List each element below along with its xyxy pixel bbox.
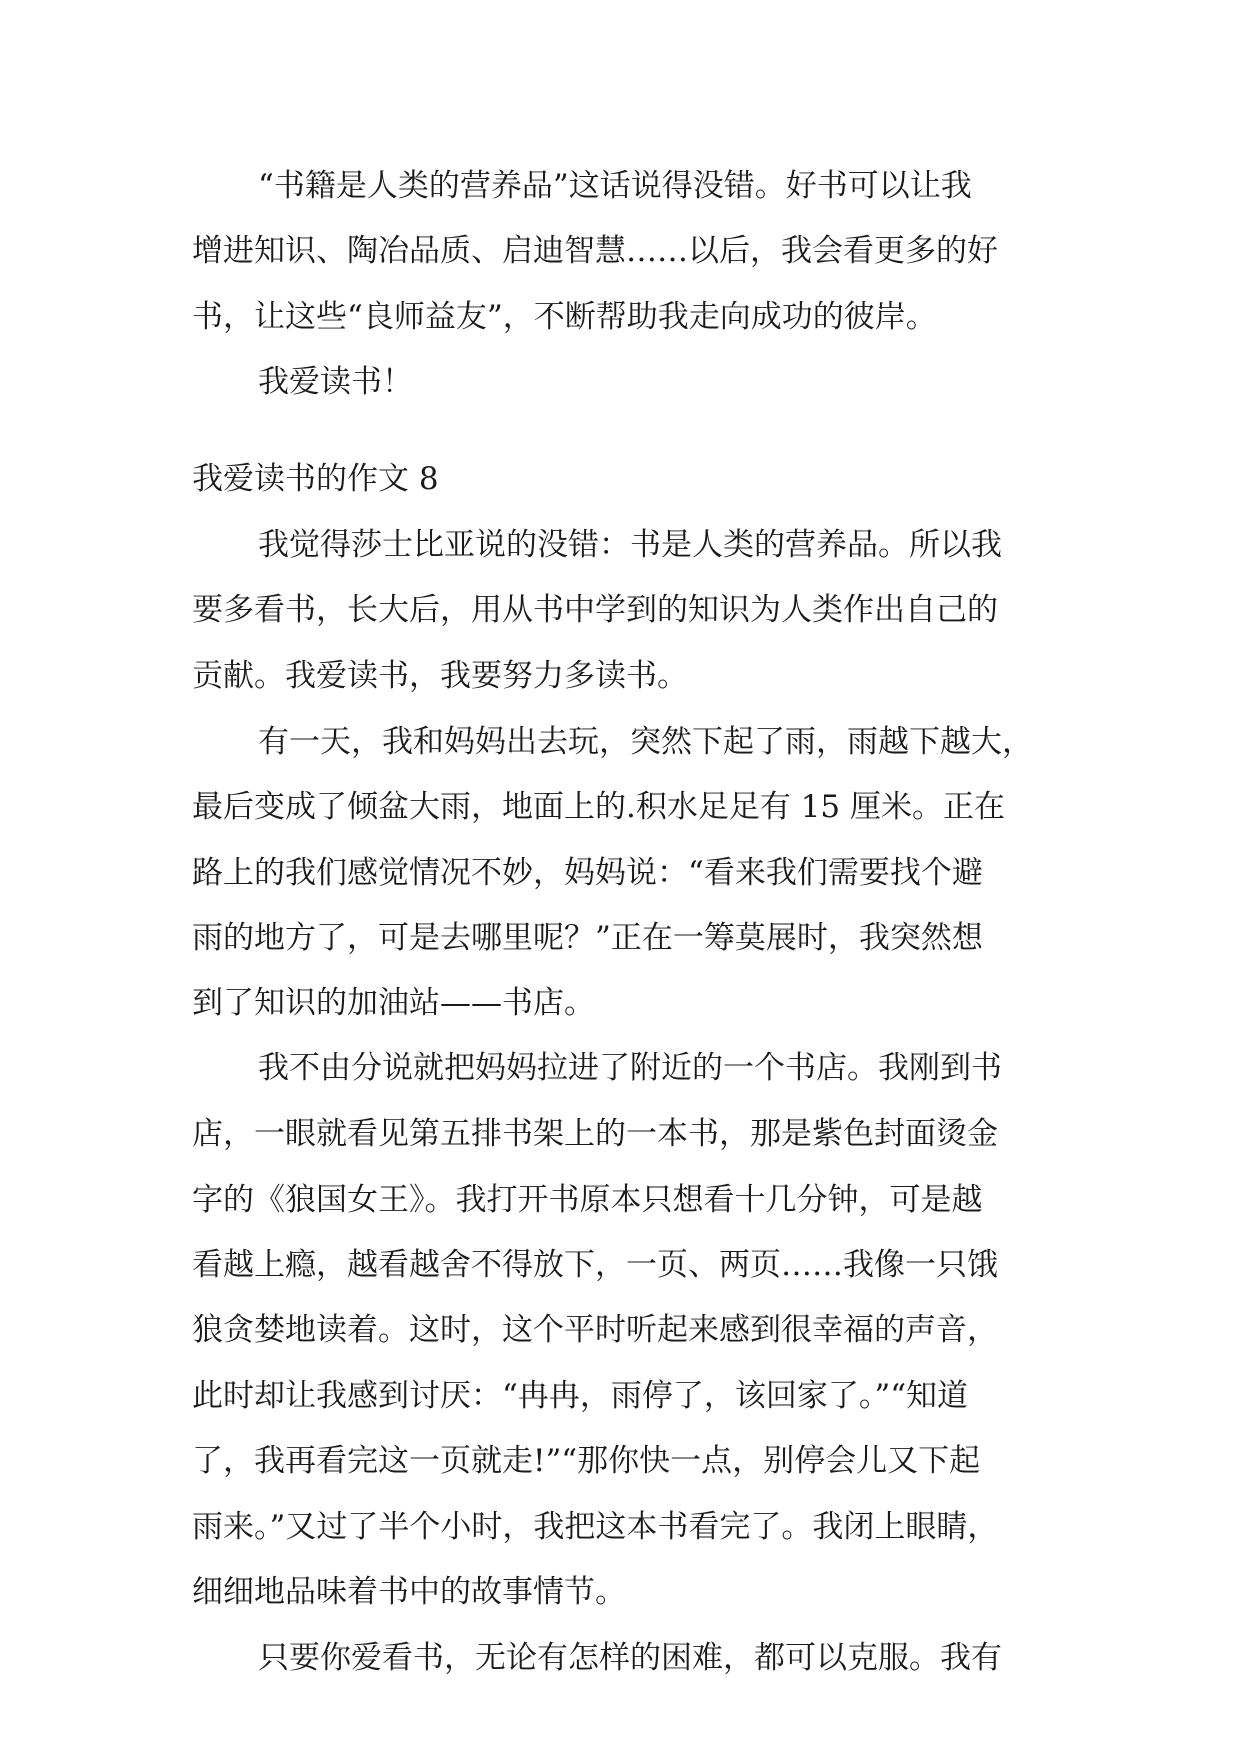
paragraph-line: 店，一眼就看见第五排书架上的一本书，那是紫色封面烫金	[192, 1116, 998, 1152]
section-title: 我爱读书的作文 8	[192, 461, 439, 497]
paragraph-line: 到了知识的加油站——书店。	[192, 985, 595, 1021]
paragraph-line: 路上的我们感觉情况不妙，妈妈说：“看来我们需要找个避	[192, 855, 983, 891]
paragraph-line: 了，我再看完这一页就走!”“那你快一点，别停会儿又下起	[192, 1443, 981, 1479]
paragraph-line: 有一天，我和妈妈出去玩，突然下起了雨，雨越下越大，	[258, 724, 1033, 760]
paragraph-line: 最后变成了倾盆大雨，地面上的.积水足足有 15 厘米。正在	[192, 789, 1006, 825]
paragraph-line: 细细地品味着书中的故事情节。	[192, 1574, 626, 1610]
paragraph-line: 字的《狼国女王》。我打开书原本只想看十几分钟，可是越	[192, 1182, 983, 1218]
paragraph-line: 要多看书，长大后，用从书中学到的知识为人类作出自己的	[192, 592, 998, 628]
paragraph-line: 雨来。”又过了半个小时，我把这本书看完了。我闭上眼睛，	[192, 1509, 999, 1545]
paragraph-line: 此时却让我感到讨厌：“冉冉，雨停了，该回家了。”“知道	[192, 1378, 969, 1414]
paragraph-line: 雨的地方了，可是去哪里呢？”正在一筹莫展时，我突然想	[192, 920, 983, 956]
paragraph-line: “书籍是人类的营养品”这话说得没错。好书可以让我	[258, 168, 972, 204]
paragraph-line: 看越上瘾，越看越舍不得放下，一页、两页……我像一只饿	[192, 1247, 998, 1283]
paragraph-line: 我不由分说就把妈妈拉进了附近的一个书店。我刚到书	[258, 1050, 1002, 1086]
paragraph-line: 贡献。我爱读书，我要努力多读书。	[192, 658, 688, 694]
paragraph-line: 增进知识、陶冶品质、启迪智慧……以后，我会看更多的好	[192, 233, 998, 269]
paragraph-line: 狼贪婪地读着。这时，这个平时听起来感到很幸福的声音，	[192, 1312, 998, 1348]
paragraph-line: 书，让这些“良师益友”，不断帮助我走向成功的彼岸。	[192, 299, 937, 335]
paragraph-line: 我爱读书！	[258, 364, 413, 400]
paragraph-line: 我觉得莎士比亚说的没错：书是人类的营养品。所以我	[258, 527, 1002, 563]
paragraph-line: 只要你爱看书，无论有怎样的困难，都可以克服。我有	[258, 1640, 1002, 1676]
